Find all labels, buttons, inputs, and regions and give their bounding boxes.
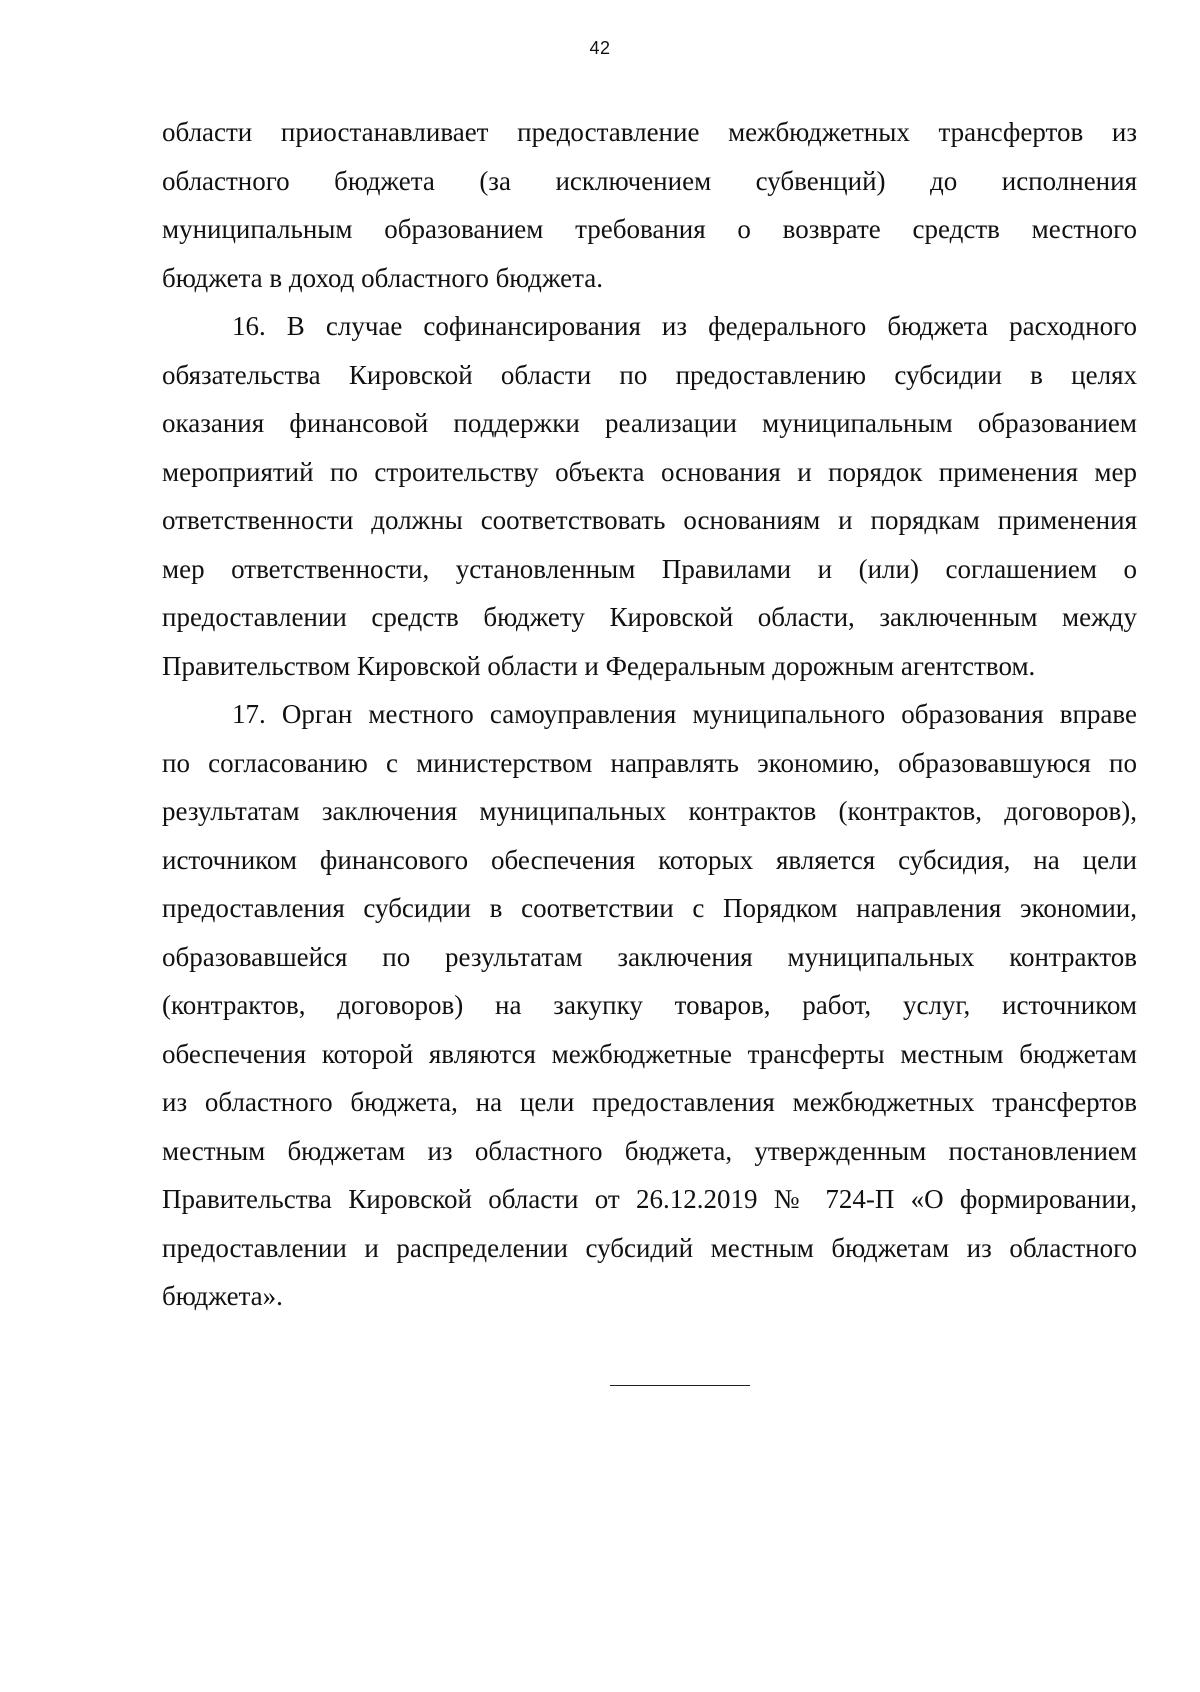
- paragraph-line: предоставлении средств бюджету Кировской области, заключенным между: [162, 602, 1137, 632]
- paragraph-line: бюджета».: [162, 1281, 283, 1311]
- paragraph-line: мер ответственности, установленным Правилами и (или) соглашением о: [162, 553, 1137, 584]
- paragraph-line: предоставлении и распределении субсидий местным бюджетам из областного: [162, 1232, 1137, 1263]
- paragraph-line: результатам заключения муниципальных контрактов (контрактов, договоров),: [162, 796, 1137, 826]
- page-number: 42: [589, 38, 611, 58]
- paragraph-line: источником финансового обеспечения которых является субсидия, на цели: [162, 844, 1137, 875]
- paragraph-line: местным бюджетам из областного бюджета, утвержденным постановлением: [162, 1135, 1137, 1166]
- paragraph-continuation: [162, 108, 1137, 302]
- paragraph-line: областного бюджета (за исключением субвенций) до исполнения: [162, 165, 1137, 196]
- paragraph-line: обеспечения которой являются межбюджетные трансферты местным бюджетам: [162, 1038, 1137, 1069]
- paragraph-line: мероприятий по строительству объекта основания и порядок применения мер: [162, 456, 1137, 487]
- paragraph-line: оказания финансовой поддержки реализации муниципальным образованием: [162, 408, 1137, 438]
- paragraph-line: ответственности должны соответствовать основаниям и порядкам применения: [162, 505, 1137, 535]
- paragraph-line: муниципальным образованием требования о возврате средств местного: [162, 214, 1137, 244]
- end-of-document-rule: [610, 1385, 750, 1386]
- paragraph-line: Правительством Кировской области и Федеральным дорожным агентством.: [162, 650, 1036, 681]
- paragraph-line: по согласованию с министерством направлять экономию, образовавшуюся по: [162, 747, 1137, 778]
- paragraph-17: [162, 690, 1137, 1321]
- paragraph-line: образовавшейся по результатам заключения муниципальных контрактов: [162, 941, 1137, 972]
- paragraph-line: 17. Орган местного самоуправления муниципального образования вправе: [232, 699, 1137, 729]
- paragraph-line: области приостанавливает предоставление межбюджетных трансфертов из: [162, 117, 1137, 147]
- paragraph-line: бюджета в доход областного бюджета.: [162, 262, 603, 293]
- paragraph-line: из областного бюджета, на цели предоставления межбюджетных трансфертов: [162, 1087, 1137, 1117]
- paragraph-line: предоставления субсидии в соответствии с Порядком направления экономии,: [162, 893, 1137, 923]
- document-body: [162, 108, 1137, 1321]
- paragraph-line: 16. В случае софинансирования из федерального бюджета расходного: [232, 311, 1137, 341]
- paragraph-16: [162, 302, 1137, 690]
- paragraph-line: (контрактов, договоров) на закупку товаров, работ, услуг, источником: [162, 990, 1137, 1020]
- paragraph-line: обязательства Кировской области по предоставлению субсидии в целях: [162, 359, 1137, 390]
- paragraph-line: Правительства Кировской области от 26.12.2019 № 724-П «О формировании,: [162, 1184, 1137, 1214]
